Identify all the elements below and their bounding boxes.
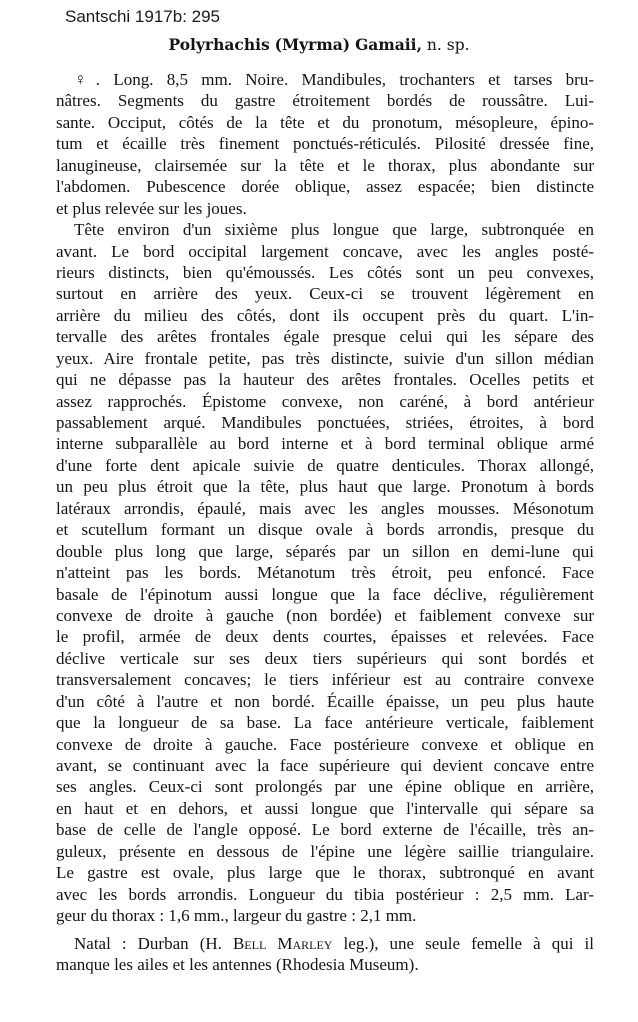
species-title (0, 35, 638, 54)
text-line: l'abdomen. Pubescence dorée oblique, assez espacée; bien distincte (56, 177, 594, 197)
title-status: n. sp. (426, 36, 470, 54)
text-line: basale de l'épinotum aussi longue que la face déclive, régulièrement (56, 584, 594, 604)
text-line: base de celle de l'angle opposé. Le bord externe de l'écaille, très an- (56, 820, 594, 840)
text-line: interne subparallèle au bord interne et à bord terminal oblique armé (56, 434, 594, 454)
paragraph (56, 219, 594, 926)
text-line: Le gastre est ovale, plus large que le thorax, subtronqué en avant (56, 863, 594, 883)
text-line: que la longueur de sa base. La face antérieure verticale, faiblement (56, 713, 594, 733)
text-line: Tête environ d'un sixième plus longue que large, subtronquée en (74, 220, 594, 240)
text-line: qui ne dépasse pas la hauteur des arêtes frontales. Ocelles petits et (56, 370, 594, 390)
text-line: transversalement concaves; le tiers inférieur est au contraire convexe (56, 670, 594, 690)
text-line: avant. Le bord occipital largement concave, avec les angles posté- (56, 241, 594, 261)
text-line: assez rapprochés. Épistome convexe, non caréné, à bord antérieur (56, 391, 594, 411)
text-line: latéraux arrondis, épaulé, mais avec les angles mousses. Mésonotum (56, 498, 594, 518)
text-line: avec les bords arrondis. Longueur du tibia postérieur : 2,5 mm. Lar- (56, 884, 594, 904)
text-line: d'une forte dent apicale suivie de quatre denticules. Thorax allongé, (56, 455, 594, 475)
paragraph (56, 69, 594, 219)
text-line: n'atteint pas les bords. Métanotum très étroit, peu enfoncé. Face (56, 563, 594, 583)
text-line: le profil, armée de deux dents courtes, épaisses et relevées. Face (56, 627, 594, 647)
text-line: lanugineuse, clairsemée sur la tête et le thorax, plus abondante sur (56, 155, 594, 175)
text-line: guleux, présente en dessous de l'épine une légère saillie triangulaire. (56, 841, 594, 861)
text-line: en haut et en dehors, et aussi longue que l'intervalle qui sépare sa (56, 798, 594, 818)
text-line: sante. Occiput, côtés de la tête et du pronotum, mésopleure, épino- (56, 112, 594, 132)
text-line: surtout en arrière des yeux. Ceux-ci se trouvent légèrement en (56, 284, 594, 304)
text-line: un peu plus étroit que la tête, plus haut que large. Pronotum à bords (56, 477, 594, 497)
text-line: nâtres. Segments du gastre étroitement bordés de roussâtre. Lui- (56, 91, 594, 111)
text-line: et scutellum formant un disque ovale à bords arrondis, presque du (56, 520, 594, 540)
text-line: manque les ailes et les antennes (Rhodesia Museum). (56, 954, 419, 974)
text-line: et plus relevée sur les joues. (56, 198, 247, 218)
title-genus: Polyrhachis (168, 35, 270, 54)
text-line: convexe de droite à gauche (non bordée) et faiblement convexe sur (56, 605, 594, 625)
text-line: geur du thorax : 1,6 mm., largeur du gastre : 2,1 mm. (56, 906, 417, 926)
paragraph (56, 933, 594, 976)
text-line: double plus long que large, séparés par un sillon en demi-lune qui (56, 541, 594, 561)
text-line: arrière du milieu des côtés, dont ils occupent près du quart. L'in- (56, 305, 594, 325)
title-subgenus: (Myrma) (274, 35, 351, 54)
collector-name: Bell Marley (232, 933, 333, 953)
citation-label: Santschi 1917b: 295 (65, 7, 221, 26)
text-line: ses angles. Ceux-ci sont prolongés par une épine oblique en arrière, (56, 777, 594, 797)
text-line: d'un côté à l'autre et non bordé. Écaille épaisse, un peu plus haute (56, 691, 594, 711)
text-line: yeux. Aire frontale petite, pas très distincte, suivie d'un sillon médian (56, 348, 594, 368)
text-line: ♀. Long. 8,5 mm. Noire. Mandibules, trochanters et tarses bru- (74, 70, 594, 89)
text-line: convexe de droite à gauche. Face postérieure convexe et oblique en (56, 734, 594, 754)
title-species: Gamaii, (355, 35, 422, 54)
text-line: tervalle des arêtes frontales égale presque celui qui les sépare des (56, 327, 594, 347)
text-line: tum et écaille très finement ponctués-réticulés. Pilosité dressée fine, (56, 134, 594, 154)
description-body (56, 69, 594, 975)
text-line: passablement arqué. Mandibules ponctuées, striées, étroites, à bord (56, 413, 594, 432)
text-line: déclive verticale sur ses deux tiers supérieurs qui sont bordés et (56, 648, 594, 668)
text-line: Natal : Durban (H. Bell Marley leg.), une seule femelle à qui il (74, 933, 594, 953)
text-line: avant, se continuant avec la face supérieure qui devient concave entre (56, 756, 594, 775)
text-line: rieurs distincts, bien qu'émoussés. Les côtés sont un peu convexes, (56, 262, 594, 282)
